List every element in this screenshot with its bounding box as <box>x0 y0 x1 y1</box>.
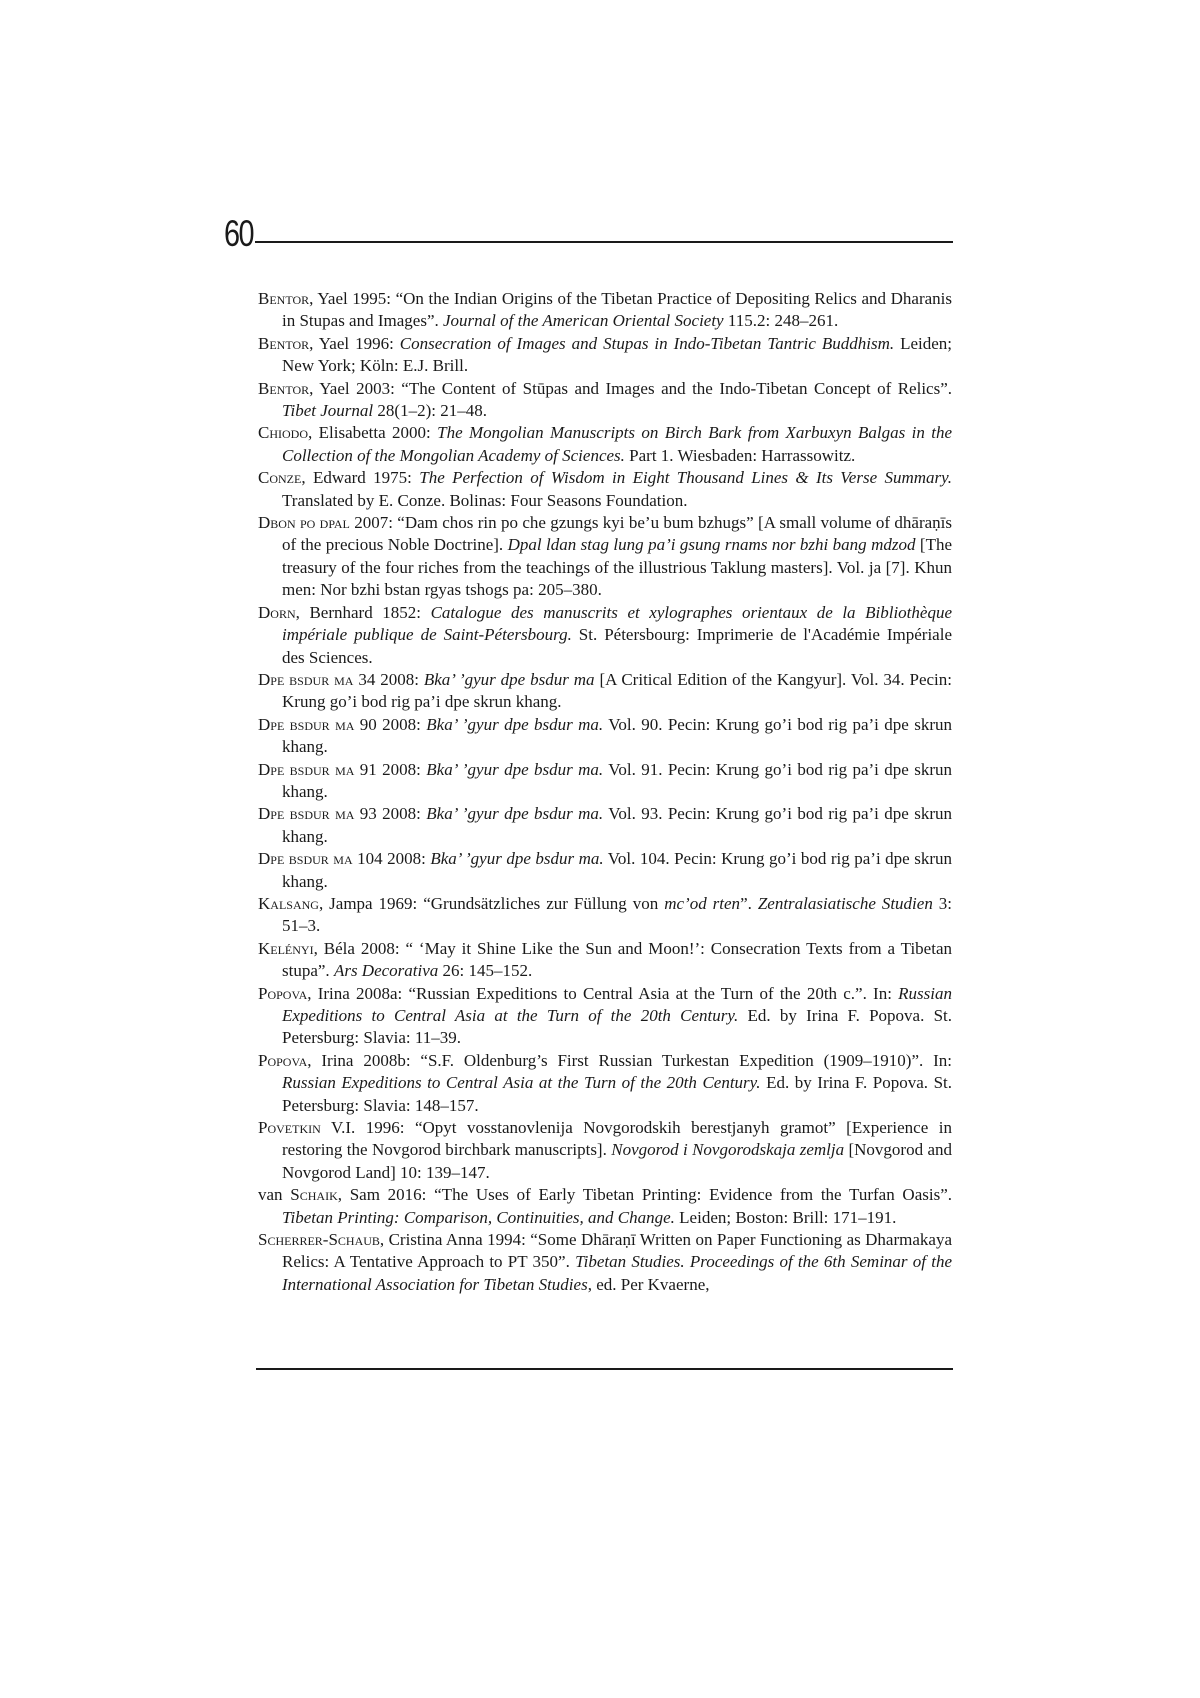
entry-title: Zentralasiatische Studien <box>757 893 933 913</box>
bibliography-entry <box>258 848 952 893</box>
entry-title: Russian Expeditions to Central Asia at the Turn of the 20th Century. <box>282 983 952 1025</box>
entry-title: The Mongolian Manuscripts on Birch Bark from Xarbuxyn Balgas in the Collection of the Mongolian Academy of Sciences. <box>282 423 952 465</box>
bibliography-entry <box>258 378 952 423</box>
entry-text: St. Pétersbourg: Imprimerie de l'Académie Impériale des Sciences. <box>282 625 952 667</box>
entry-text: 2007: “Dam chos rin po che gzungs kyi be’u bum bzhugs” [A small volume of dhāraṇīs of the precious Noble Doctrine]. <box>282 513 953 555</box>
bibliography-entry <box>258 1117 952 1184</box>
entry-text: 93 2008: <box>354 804 427 824</box>
entry-author: Kalsang <box>258 893 319 913</box>
entry-text: , Irina 2008a: “Russian Expeditions to Central Asia at the Turn of the 20th c.”. In: <box>307 983 899 1003</box>
entry-title: Catalogue des manuscrits et xylographes orientaux de la Bibliothèque impériale publique de Saint-Pétersbourg. <box>282 602 952 645</box>
entry-title: Tibet Journal <box>282 401 374 421</box>
entry-text: , Yael 2003: “The Content of Stūpas and Images and the Indo-Tibetan Concept of Relics”. <box>309 378 952 398</box>
bibliography-entry <box>258 1229 952 1296</box>
entry-text: , Bernhard 1852: <box>295 602 431 622</box>
entry-author: Bentor <box>258 333 310 353</box>
entry-title: The Perfection of Wisdom in Eight Thousand Lines & Its Verse Summary. <box>419 468 953 488</box>
entry-text: 26: 145–152. <box>438 961 533 981</box>
entry-author: Dpe bsdur ma <box>258 849 353 869</box>
entry-author: Conze <box>258 468 302 488</box>
entry-title: Bka’ ’gyur dpe bsdur ma. <box>426 759 604 779</box>
entry-title: Dpal ldan stag lung pa’i gsung rnams nor bzhi bang mdzod <box>507 535 916 555</box>
bibliography-entry <box>258 1184 952 1229</box>
entry-title: Bka’ ’gyur dpe bsdur ma. <box>426 804 604 824</box>
entry-text: , Béla 2008: “ ‘May it Shine Like the Sun and Moon!’: Consecration Texts from a Tibetan stupa”. <box>282 938 952 981</box>
entry-text: ”. <box>740 893 758 913</box>
entry-text: , Sam 2016: “The Uses of Early Tibetan Printing: Evidence from the Turfan Oasis”. <box>337 1185 952 1205</box>
entry-title: mc’od rten <box>664 893 741 913</box>
entry-text: , Jampa 1969: “Grundsätzliches zur Füllung von <box>318 893 665 913</box>
entry-text: 104 2008: <box>352 849 431 869</box>
bibliography-list <box>258 288 952 1296</box>
entry-title: Tibetan Studies. Proceedings of the 6th Seminar of the International Association for Tibetan Studies <box>282 1252 953 1294</box>
entry-text: , Cristina Anna 1994: “Some Dhāraṇī Written on Paper Functioning as Dharmakaya Relics: A Tentative Approach to PT 350”. <box>282 1230 952 1272</box>
entry-text: Vol. 90. Pecin: Krung go’i bod rig pa’i dpe skrun khang. <box>282 714 952 757</box>
bibliography-entry <box>258 669 952 714</box>
entry-text: Part 1. Wiesbaden: Harrassowitz. <box>624 445 856 465</box>
entry-text: V.I. 1996: “Opyt vosstanovlenija Novgorodskih berestjanyh gramot” [Experience in restoring the Novgorod birchbark manuscripts]. <box>282 1118 952 1160</box>
entry-author: Scherrer-Schaub <box>258 1230 380 1250</box>
entry-text: Vol. 104. Pecin: Krung go’i bod rig pa’i dpe skrun khang. <box>282 849 952 891</box>
entry-title: Ars Decorativa <box>333 961 439 981</box>
bibliography-entry <box>258 983 952 1050</box>
entry-text: Vol. 93. Pecin: Krung go’i bod rig pa’i dpe skrun khang. <box>282 804 952 846</box>
entry-author: Schaik <box>290 1185 338 1205</box>
entry-author: Dpe bsdur ma <box>258 759 355 779</box>
entry-author: Dorn <box>258 602 296 622</box>
entry-title: Bka’ ’gyur dpe bsdur ma. <box>430 849 604 869</box>
entry-text: 28(1–2): 21–48. <box>373 401 487 421</box>
entry-title: Tibetan Printing: Comparison, Continuities, and Change. <box>282 1207 675 1227</box>
entry-text: 91 2008: <box>354 759 427 779</box>
entry-text: 34 2008: <box>353 669 424 689</box>
entry-text: Ed. by Irina F. Popova. St. Petersburg: Slavia: 11–39. <box>282 1006 953 1048</box>
entry-text: [Novgorod and Novgorod Land] 10: 139–147. <box>282 1140 953 1182</box>
entry-text: 115.2: 248–261. <box>723 311 839 331</box>
entry-author-prefix: van <box>258 1185 291 1205</box>
page-number: 60 <box>224 213 253 254</box>
entry-text: 90 2008: <box>354 714 427 734</box>
entry-author: Chiodo <box>258 423 308 443</box>
entry-text: [A Critical Edition of the Kangyur]. Vol. 34. Pecin: Krung go’i bod rig pa’i dpe skrun khang. <box>282 669 952 712</box>
entry-author: Bentor <box>258 289 310 308</box>
entry-author: Popova <box>258 983 308 1003</box>
entry-text: , Yael 1995: “On the Indian Origins of the Tibetan Practice of Depositing Relics and Dharanis in Stupas and Images”. <box>282 289 952 331</box>
bibliography-entry <box>258 759 952 804</box>
bibliography-entry <box>258 938 952 983</box>
footer-rule <box>256 1368 953 1370</box>
entry-title: Consecration of Images and Stupas in Indo-Tibetan Tantric Buddhism. <box>399 333 895 353</box>
entry-title: Novgorod i Novgorodskaja zemlja <box>611 1140 845 1160</box>
entry-author: Popova <box>258 1050 308 1070</box>
entry-title: Bka’ ’gyur dpe bsdur ma <box>423 669 595 689</box>
entry-text: Leiden; Boston: Brill: 171–191. <box>674 1207 897 1227</box>
entry-text: Leiden; New York; Köln: E.J. Brill. <box>282 333 953 376</box>
entry-author: Bentor <box>258 378 310 398</box>
bibliography-entry <box>258 333 952 378</box>
bibliography-entry <box>258 422 952 467</box>
entry-title: Bka’ ’gyur dpe bsdur ma. <box>426 714 604 734</box>
entry-author: Dpe bsdur ma <box>258 804 355 824</box>
bibliography-entry <box>258 803 952 848</box>
entry-text: Translated by E. Conze. Bolinas: Four Seasons Foundation. <box>282 490 688 510</box>
header-rule <box>255 241 953 243</box>
entry-author: Dpe bsdur ma <box>258 669 354 689</box>
entry-title: Journal of the American Oriental Society <box>443 311 724 331</box>
entry-text: Ed. by Irina F. Popova. St. Petersburg: Slavia: 148–157. <box>282 1073 953 1115</box>
bibliography-entry <box>258 602 952 669</box>
bibliography-entry <box>258 893 952 938</box>
bibliography-entry <box>258 512 952 602</box>
entry-author: Kelényi <box>258 938 314 958</box>
entry-title: Russian Expeditions to Central Asia at the Turn of the 20th Century. <box>282 1073 761 1093</box>
entry-text: , Irina 2008b: “S.F. Oldenburg’s First Russian Turkestan Expedition (1909–1910)”. In: <box>307 1050 952 1070</box>
bibliography-entry <box>258 288 952 333</box>
entry-text: Vol. 91. Pecin: Krung go’i bod rig pa’i dpe skrun khang. <box>282 759 952 801</box>
bibliography-entry <box>258 714 952 759</box>
entry-author: Povetkin <box>258 1118 321 1138</box>
entry-text: , Edward 1975: <box>301 468 420 488</box>
entry-text: , ed. Per Kvaerne, <box>587 1274 710 1294</box>
entry-text: , Yael 1996: <box>309 333 400 353</box>
entry-author: Dbon po dpal <box>258 513 350 533</box>
entry-text: [The treasury of the four riches from the teachings of the illustrious Taklung masters]. Vol. ja [7]. Khun men: Nor bzhi bstan rgyas tshogs pa: 205–380. <box>282 535 953 600</box>
entry-text: 3: 51–3. <box>282 893 953 936</box>
bibliography-entry <box>258 467 952 512</box>
entry-text: , Elisabetta 2000: <box>308 423 438 443</box>
entry-author: Dpe bsdur ma <box>258 714 355 734</box>
bibliography-entry <box>258 1050 952 1117</box>
